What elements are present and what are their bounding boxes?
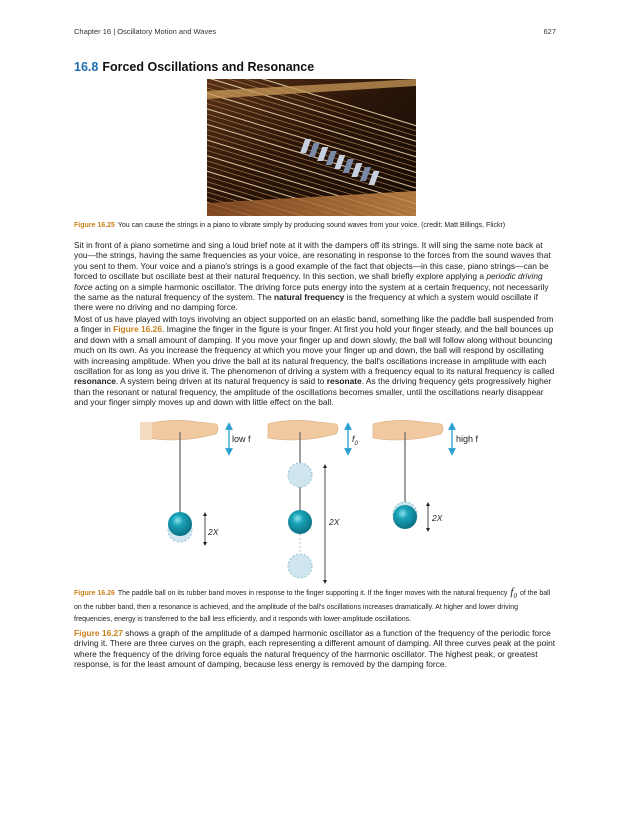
figure-26-label: Figure 16.26 [74, 590, 115, 597]
term-periodic-driving-force: periodic driving force [74, 271, 543, 292]
paragraph-1 [74, 240, 558, 313]
ball-middle [288, 510, 312, 534]
ball-ghost-bottom-middle [288, 554, 312, 578]
figure-16-26-link[interactable]: Figure 16.26 [113, 324, 162, 335]
hand-middle [268, 420, 338, 440]
paragraph-1-text-c: is the frequency at which a system would oscillate if there were no driving and no damping force. [74, 292, 538, 313]
label-low-f: low f [232, 434, 251, 444]
section-heading [74, 60, 314, 74]
label-f0 [352, 434, 359, 447]
figure-25-caption [74, 221, 558, 231]
paddle-ball-diagram [140, 414, 490, 586]
amplitude-label-middle: 2X [329, 517, 340, 527]
figure-16-27-link[interactable]: Figure 16.27 [74, 628, 123, 638]
label-f0-sub: 0 [354, 441, 358, 447]
label-high-f: high f [456, 434, 479, 444]
natural-frequency-symbol [510, 586, 517, 601]
figure-26-text-b: of the ball on the rubber band, then a resonance is achieved, and the amplitude of the ball's oscillations increases dramatically. At higher and lower driving frequencies, energy is transferred to the ball less efficiently, and it responds with lower-amplitude oscillations. [74, 590, 551, 624]
paragraph-2-text-c: . A system being driven at its natural frequency is said to [115, 376, 327, 387]
figure-25-text: You can cause the strings in a piano to vibrate simply by producing sound waves from your voice. (credit: Matt Billings, Flickr) [117, 222, 506, 229]
label-f0-base: f [352, 434, 355, 444]
section-number: 16.8 [74, 60, 99, 74]
paragraph-2-text-d: . As the driving frequency gets progressively higher than the resonant or natural frequency, the amplitude of the oscillations becomes smaller, until the oscillations nearly disappear and your finger simply moves up and down with little effect on the ball. [74, 376, 552, 408]
symbol-f-sub: 0 [513, 592, 517, 601]
page-number: 627 [543, 27, 556, 36]
paragraph-1-text-b: acting on a simple harmonic oscillator. The driving force puts energy into the system at a certain frequency, not necessarily the same as the natural frequency of the system. The [74, 281, 549, 303]
panel-low-frequency [140, 420, 251, 544]
chapter-title: Chapter 16 | Oscillatory Motion and Waves [74, 27, 217, 36]
paragraph-3 [74, 628, 558, 670]
paragraph-2-text-b: . Imagine the finger in the figure is your finger. At first you hold your finger steady, and the ball bounces up and down with a small amount of damping. If you move your finger up and down slowly, the ball will follow along without bouncing much on its own. As you increase the frequency at which you move your finger up and down, the ball will respond by oscillating with increasing amplitude. When you drive the ball at its natural frequency, the ball's oscillations increase in amplitude with each oscillation for as long as you drive it. The phenomenon of driving a system with a frequency equal to its natural frequency is called [74, 324, 555, 377]
panel-resonant-frequency [268, 420, 359, 582]
running-header [74, 27, 556, 36]
figure-25-label: Figure 16.25 [74, 222, 115, 229]
amplitude-label-left: 2X [208, 527, 219, 537]
section-title: Forced Oscillations and Resonance [102, 60, 315, 74]
ball-left [168, 512, 192, 536]
paragraph-2-text-a: Most of us have played with toys involving an object supported on an elastic band, something like the paddle ball suspended from a finger in [74, 314, 554, 335]
panel-high-frequency [373, 420, 479, 530]
term-resonance: resonance [74, 376, 116, 387]
paragraph-3-text: shows a graph of the amplitude of a damped harmonic oscillator as a function of the frequency of the periodic force driving it. There are three curves on the graph, each representing a different amount of damping. All three curves peak at the point where the frequency of the driving force equals the natural frequency of the harmonic oscillator. The highest peak, or greatest response, is for the least amount of damping, because less energy is removed by the damping force. [74, 628, 556, 670]
paragraph-2 [74, 314, 558, 408]
term-natural-frequency: natural frequency [274, 292, 345, 303]
figure-26-text-a: The paddle ball on its rubber band moves in response to the finger supporting it. If the finger moves with the natural frequency [117, 590, 508, 597]
ball-right [393, 505, 417, 529]
piano-strings-photo [207, 79, 416, 216]
amplitude-label-right: 2X [432, 513, 443, 523]
piano-strings-illustration [207, 79, 416, 216]
figure-26-caption [74, 586, 558, 626]
symbol-f: f [510, 586, 514, 598]
paragraph-1-text-a: Sit in front of a piano sometime and sing a loud brief note at it with the dampers off its strings. It will sing the same note back at you—the strings, having the same frequencies as your voice, are resonating in response to the forces from the sound waves that you sent to them. Your voice and a piano's strings is a good example of the fact that objects—in this case, piano strings—can be forced to oscillate but oscillate best at their natural frequency. In this section, we shall briefly explore applying a [74, 240, 551, 282]
hand-left [140, 420, 218, 440]
ball-ghost-top-middle [288, 463, 312, 487]
hand-right [373, 420, 443, 440]
term-resonate: resonate [326, 376, 362, 387]
